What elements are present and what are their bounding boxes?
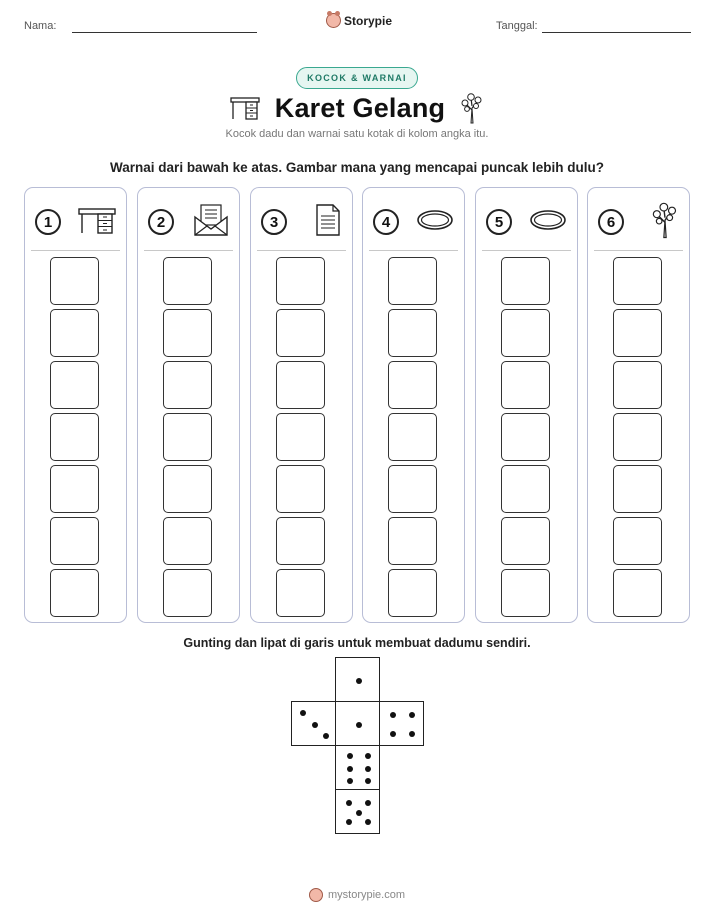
color-box[interactable]	[501, 361, 550, 409]
cut-instruction: Gunting dan lipat di garis untuk membuat dadumu sendiri.	[183, 636, 531, 650]
color-box[interactable]	[613, 257, 662, 305]
column-header	[486, 202, 567, 242]
column-number: 2	[148, 209, 174, 235]
color-box[interactable]	[613, 517, 662, 565]
column-divider	[144, 250, 233, 251]
dice-pip	[365, 778, 371, 784]
storypie-logo-icon	[309, 888, 323, 902]
color-box[interactable]	[501, 413, 550, 461]
color-box[interactable]	[276, 465, 325, 513]
tree-icon	[651, 201, 679, 244]
color-box[interactable]	[501, 309, 550, 357]
column-header	[35, 202, 116, 242]
color-box[interactable]	[276, 257, 325, 305]
color-box[interactable]	[50, 361, 99, 409]
dice-face-1	[335, 701, 380, 746]
color-box[interactable]	[613, 465, 662, 513]
dice-pip	[365, 753, 371, 759]
dice-pip	[356, 810, 362, 816]
color-box[interactable]	[276, 309, 325, 357]
tree-icon	[460, 92, 484, 124]
rubber-band-icon	[416, 208, 454, 237]
column-divider	[369, 250, 458, 251]
color-box[interactable]	[163, 309, 212, 357]
brand-name: Storypie	[344, 13, 393, 28]
dice-pip	[323, 733, 329, 739]
dice-pip	[409, 712, 415, 718]
dice-pip	[365, 819, 371, 825]
column-divider	[482, 250, 571, 251]
column-number: 4	[373, 209, 399, 235]
dice-face-5	[335, 789, 380, 834]
dice-pip	[356, 678, 362, 684]
name-line[interactable]	[72, 32, 257, 33]
column-header	[261, 202, 342, 242]
color-box[interactable]	[163, 257, 212, 305]
column-1	[24, 187, 127, 623]
color-box[interactable]	[388, 465, 437, 513]
color-box[interactable]	[501, 569, 550, 617]
column-header	[373, 202, 454, 242]
color-box[interactable]	[388, 569, 437, 617]
column-3	[250, 187, 353, 623]
desk-icon	[230, 95, 260, 121]
color-box[interactable]	[163, 517, 212, 565]
dice-pip	[365, 766, 371, 772]
date-line[interactable]	[542, 32, 691, 33]
page-title: Karet Gelang	[274, 92, 446, 123]
dice-pip	[347, 766, 353, 772]
color-box[interactable]	[613, 413, 662, 461]
dice-pip	[300, 710, 306, 716]
color-box[interactable]	[50, 465, 99, 513]
footer	[0, 888, 714, 902]
footer-url[interactable]: mystorypie.com	[327, 889, 406, 901]
column-header	[598, 202, 679, 242]
color-box[interactable]	[163, 413, 212, 461]
rubber-band-icon	[529, 208, 567, 237]
dice-pip	[356, 722, 362, 728]
dice-face-3	[291, 701, 336, 746]
name-label: Nama:	[24, 20, 57, 32]
document-icon	[314, 203, 342, 242]
color-box[interactable]	[163, 465, 212, 513]
subtitle: Kocok dadu dan warnai satu kotak di kolom angka itu.	[225, 128, 489, 140]
dice-pip	[346, 819, 352, 825]
color-box[interactable]	[163, 361, 212, 409]
column-5	[475, 187, 578, 623]
column-number: 6	[598, 209, 624, 235]
column-divider	[257, 250, 346, 251]
color-box[interactable]	[388, 413, 437, 461]
color-box[interactable]	[50, 413, 99, 461]
color-box[interactable]	[501, 517, 550, 565]
column-6	[587, 187, 690, 623]
date-label: Tanggal:	[496, 20, 538, 32]
column-4	[362, 187, 465, 623]
color-box[interactable]	[501, 257, 550, 305]
color-box[interactable]	[163, 569, 212, 617]
dice-pip	[312, 722, 318, 728]
color-box[interactable]	[50, 569, 99, 617]
color-box[interactable]	[388, 517, 437, 565]
dice-pip	[390, 731, 396, 737]
color-box[interactable]	[276, 569, 325, 617]
color-box[interactable]	[276, 517, 325, 565]
color-box[interactable]	[276, 413, 325, 461]
color-box[interactable]	[613, 309, 662, 357]
title-row	[230, 92, 484, 124]
color-box[interactable]	[50, 517, 99, 565]
column-2	[137, 187, 240, 623]
activity-badge: KOCOK & WARNAI	[296, 67, 418, 89]
color-box[interactable]	[276, 361, 325, 409]
brand-logo	[326, 13, 392, 28]
dice-pip	[390, 712, 396, 718]
dice-face-1	[335, 657, 380, 702]
color-box[interactable]	[613, 361, 662, 409]
color-box[interactable]	[388, 361, 437, 409]
color-box[interactable]	[50, 257, 99, 305]
column-divider	[594, 250, 683, 251]
column-number: 3	[261, 209, 287, 235]
column-number: 1	[35, 209, 61, 235]
dice-pip	[365, 800, 371, 806]
dice-pip	[347, 778, 353, 784]
color-box[interactable]	[388, 309, 437, 357]
dice-face-4	[379, 701, 424, 746]
color-box[interactable]	[613, 569, 662, 617]
color-box[interactable]	[388, 257, 437, 305]
dice-pip	[347, 753, 353, 759]
color-box[interactable]	[501, 465, 550, 513]
instruction: Warnai dari bawah ke atas. Gambar mana yang mencapai puncak lebih dulu?	[110, 160, 604, 175]
storypie-logo-icon	[326, 13, 341, 28]
color-box[interactable]	[50, 309, 99, 357]
dice-pip	[409, 731, 415, 737]
column-header	[148, 202, 229, 242]
column-number: 5	[486, 209, 512, 235]
column-divider	[31, 250, 120, 251]
dice-face-6	[335, 745, 380, 790]
dice-pip	[346, 800, 352, 806]
desk-icon	[78, 205, 116, 240]
envelope-icon	[193, 203, 229, 242]
